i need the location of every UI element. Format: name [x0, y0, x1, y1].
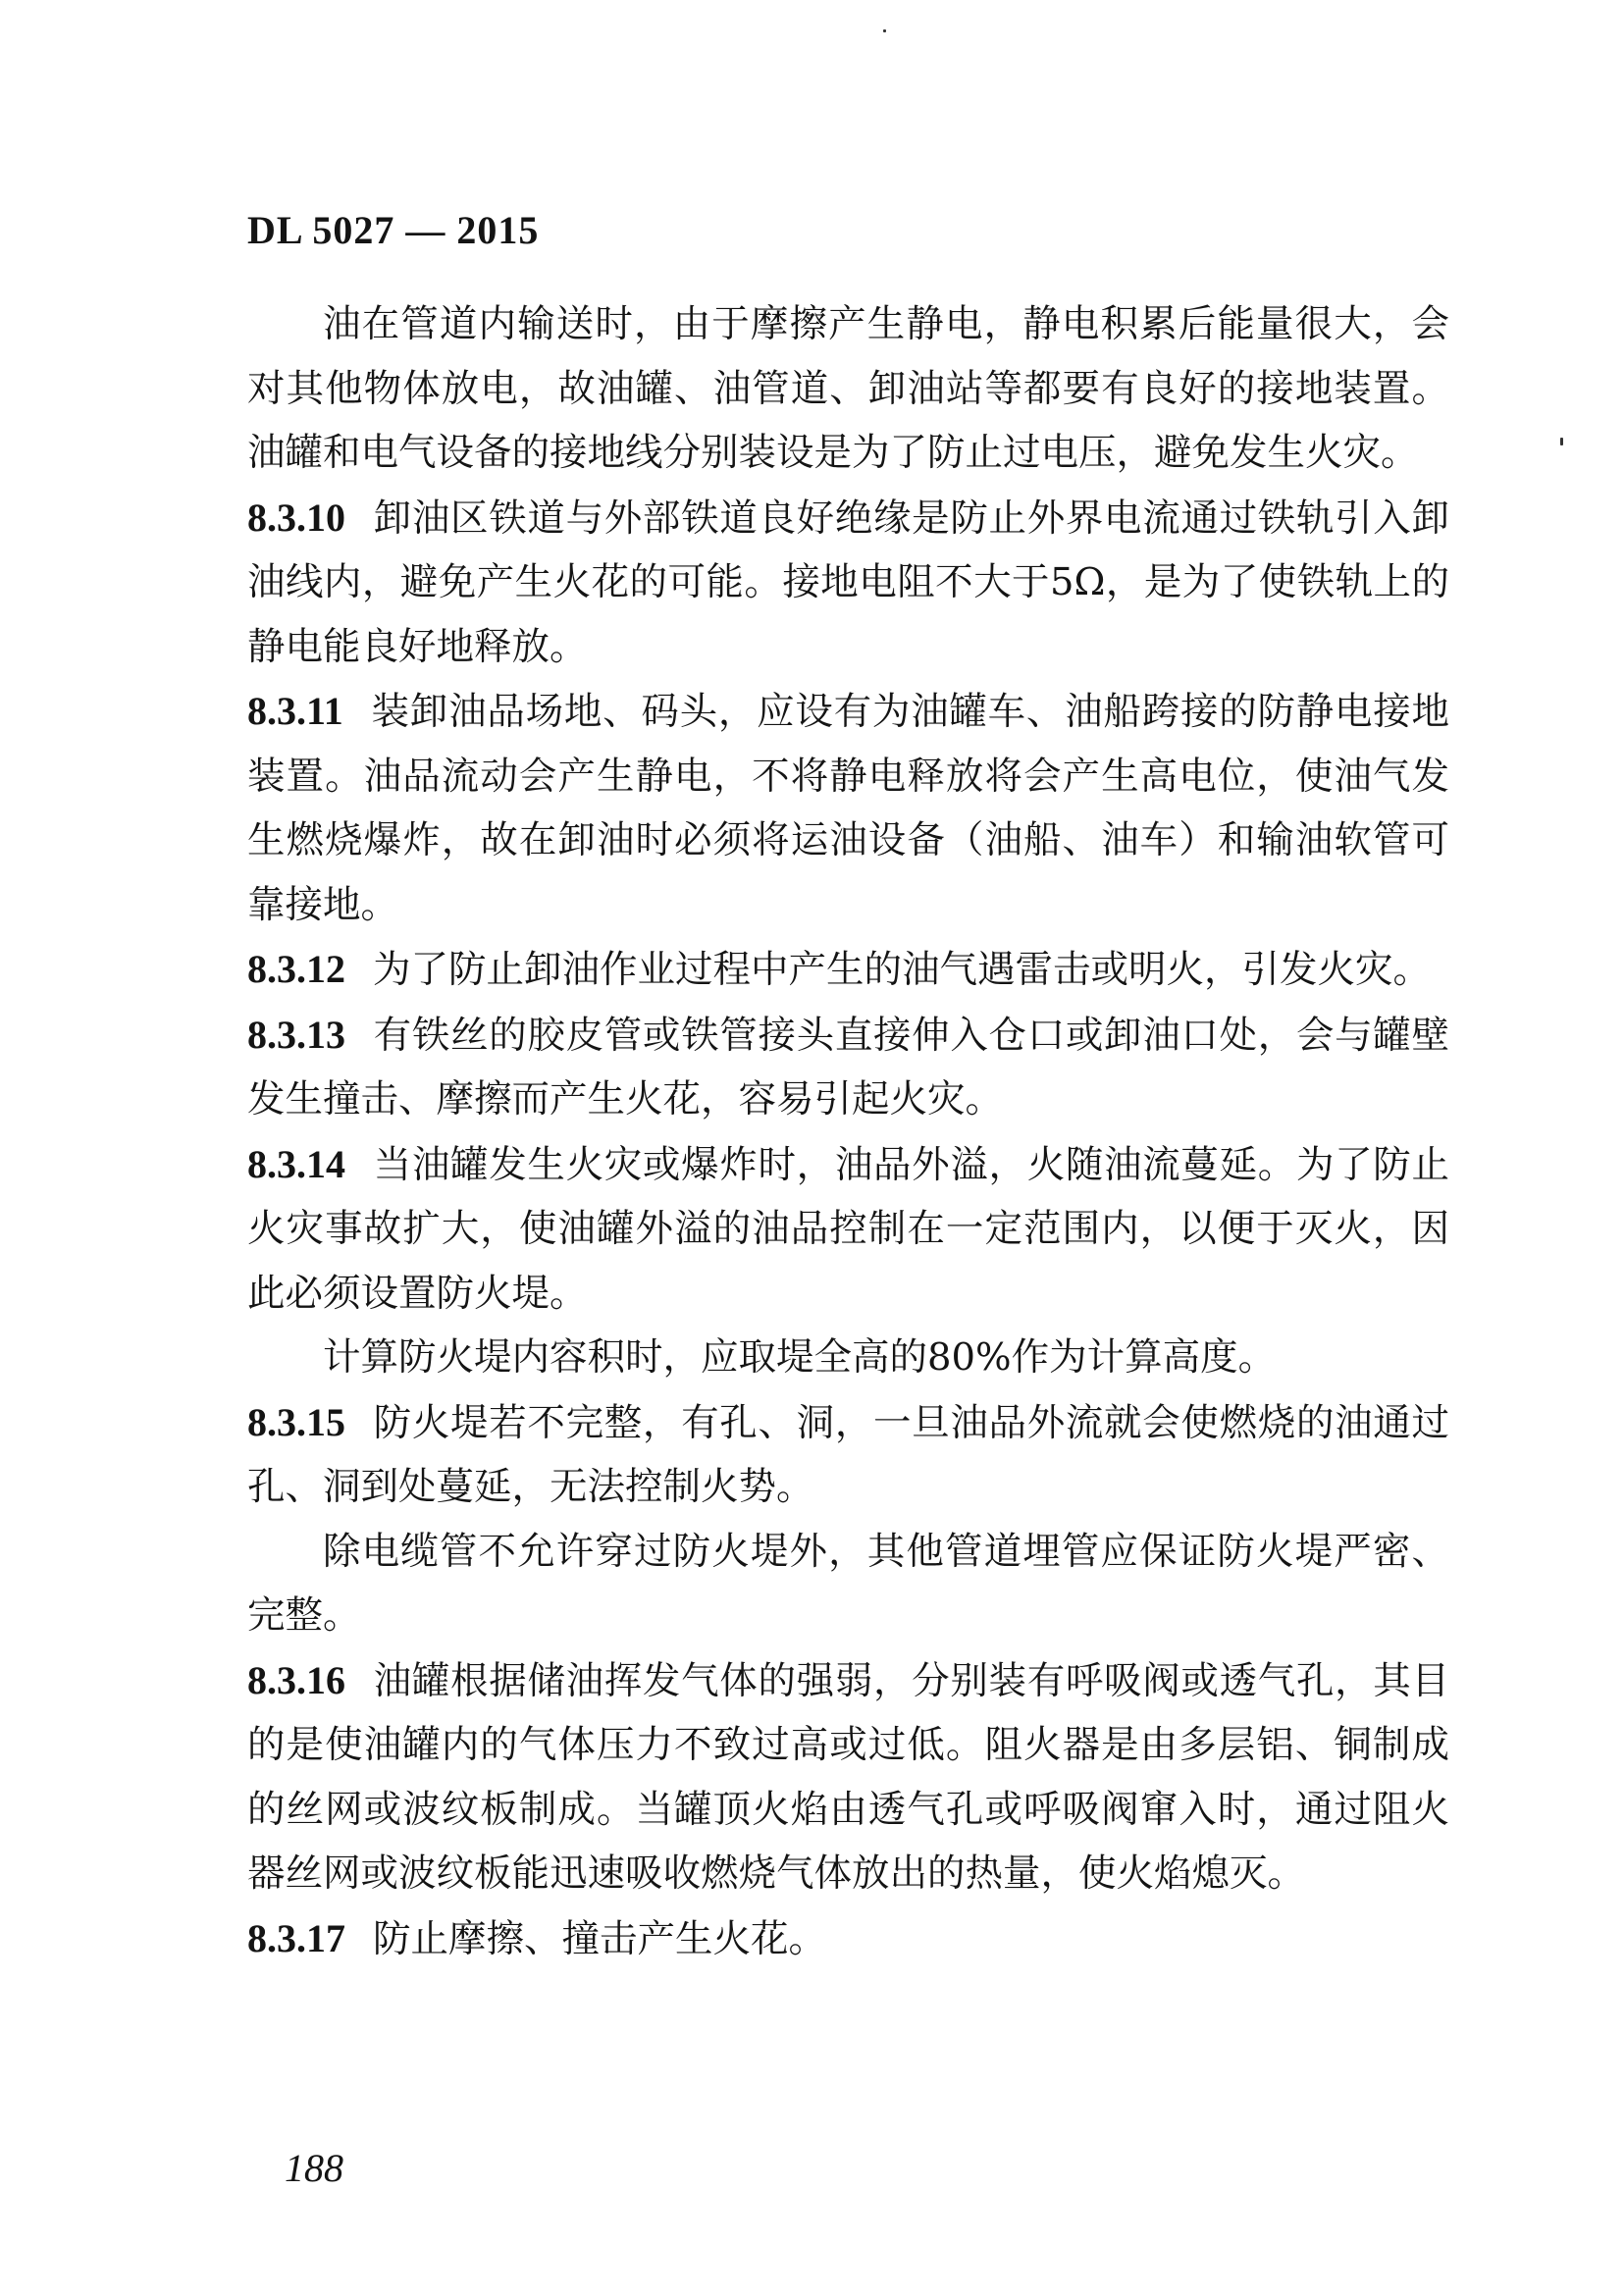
clause-8-3-15	[247, 1390, 1449, 1520]
clause-number: 8.3.12	[247, 947, 345, 991]
scan-speck	[1560, 438, 1563, 445]
paragraph-dike-volume	[247, 1326, 1449, 1390]
clause-number: 8.3.14	[247, 1141, 345, 1186]
page-number: 188	[285, 2146, 343, 2190]
clause-text: 为了防止卸油作业过程中产生的油气遇雷击或明火，引发火灾。	[373, 948, 1432, 992]
paragraph-text: 计算防火堤内容积时，应取堤全高的80%作为计算高度。	[323, 1335, 1277, 1380]
clause-8-3-12	[247, 937, 1449, 1003]
clause-text: 当油罐发生火灾或爆炸时，油品外溢，火随油流蔓延。为了防止火灾事故扩大，使油罐外溢的油品控制在一定范围内，以便于灭火，因此必须设置防火堤。	[247, 1142, 1449, 1316]
clause-number: 8.3.17	[247, 1915, 345, 1960]
clause-number: 8.3.13	[247, 1012, 345, 1057]
clause-8-3-11	[247, 679, 1449, 937]
clause-text: 装卸油品场地、码头，应设有为油罐车、油船跨接的防静电接地装置。油品流动会产生静电，不将静电释放将会产生高电位，使油气发生燃烧爆炸，故在卸油时必须将运油设备（油船、油车）和输油软管可靠接地。	[247, 690, 1449, 927]
clause-text: 防火堤若不完整，有孔、洞，一旦油品外流就会使燃烧的油通过孔、洞到处蔓延，无法控制火势。	[247, 1400, 1449, 1509]
clause-8-3-10	[247, 486, 1449, 680]
paragraph-text: 除电缆管不允许穿过防火堤外，其他管道埋管应保证防火堤严密、完整。	[247, 1529, 1449, 1638]
paragraph-text: 油在管道内输送时，由于摩擦产生静电，静电积累后能量很大，会对其他物体放电，故油罐、油管道、卸油站等都要有良好的接地装置。油罐和电气设备的接地线分别装设是为了防止过电压，避免发生火灾。	[247, 302, 1449, 475]
clause-text: 油罐根据储油挥发气体的强弱，分别装有呼吸阀或透气孔，其目的是使油罐内的气体压力不致过高或过低。阻火器是由多层铝、铜制成的丝网或波纹板制成。当罐顶火焰由透气孔或呼吸阀窜入时，通过阻火器丝网或波纹板能迅速吸收燃烧气体放出的热量，使火焰熄灭。	[247, 1658, 1449, 1896]
clause-number: 8.3.15	[247, 1399, 345, 1444]
paragraph-dike-pipes	[247, 1520, 1449, 1648]
clause-text: 防止摩擦、撞击产生火花。	[373, 1916, 827, 1961]
clause-text: 有铁丝的胶皮管或铁管接头直接伸入仓口或卸油口处，会与罐壁发生撞击、摩擦而产生火花，容易引起火灾。	[247, 1013, 1449, 1121]
paragraph-intro	[247, 292, 1449, 486]
clause-number: 8.3.11	[247, 689, 343, 733]
clause-number: 8.3.10	[247, 495, 345, 540]
clause-8-3-13	[247, 1003, 1449, 1132]
scan-speck	[883, 29, 886, 32]
standard-code-header: DL 5027 — 2015	[247, 208, 540, 252]
clause-8-3-16	[247, 1648, 1449, 1906]
clause-8-3-14	[247, 1132, 1449, 1327]
clause-8-3-17	[247, 1906, 1449, 1972]
clause-number: 8.3.16	[247, 1657, 345, 1702]
body-text	[247, 292, 1449, 1971]
clause-text: 卸油区铁道与外部铁道良好绝缘是防止外界电流通过铁轨引入卸油线内，避免产生火花的可能。接地电阻不大于5Ω，是为了使铁轨上的静电能良好地释放。	[247, 496, 1449, 669]
